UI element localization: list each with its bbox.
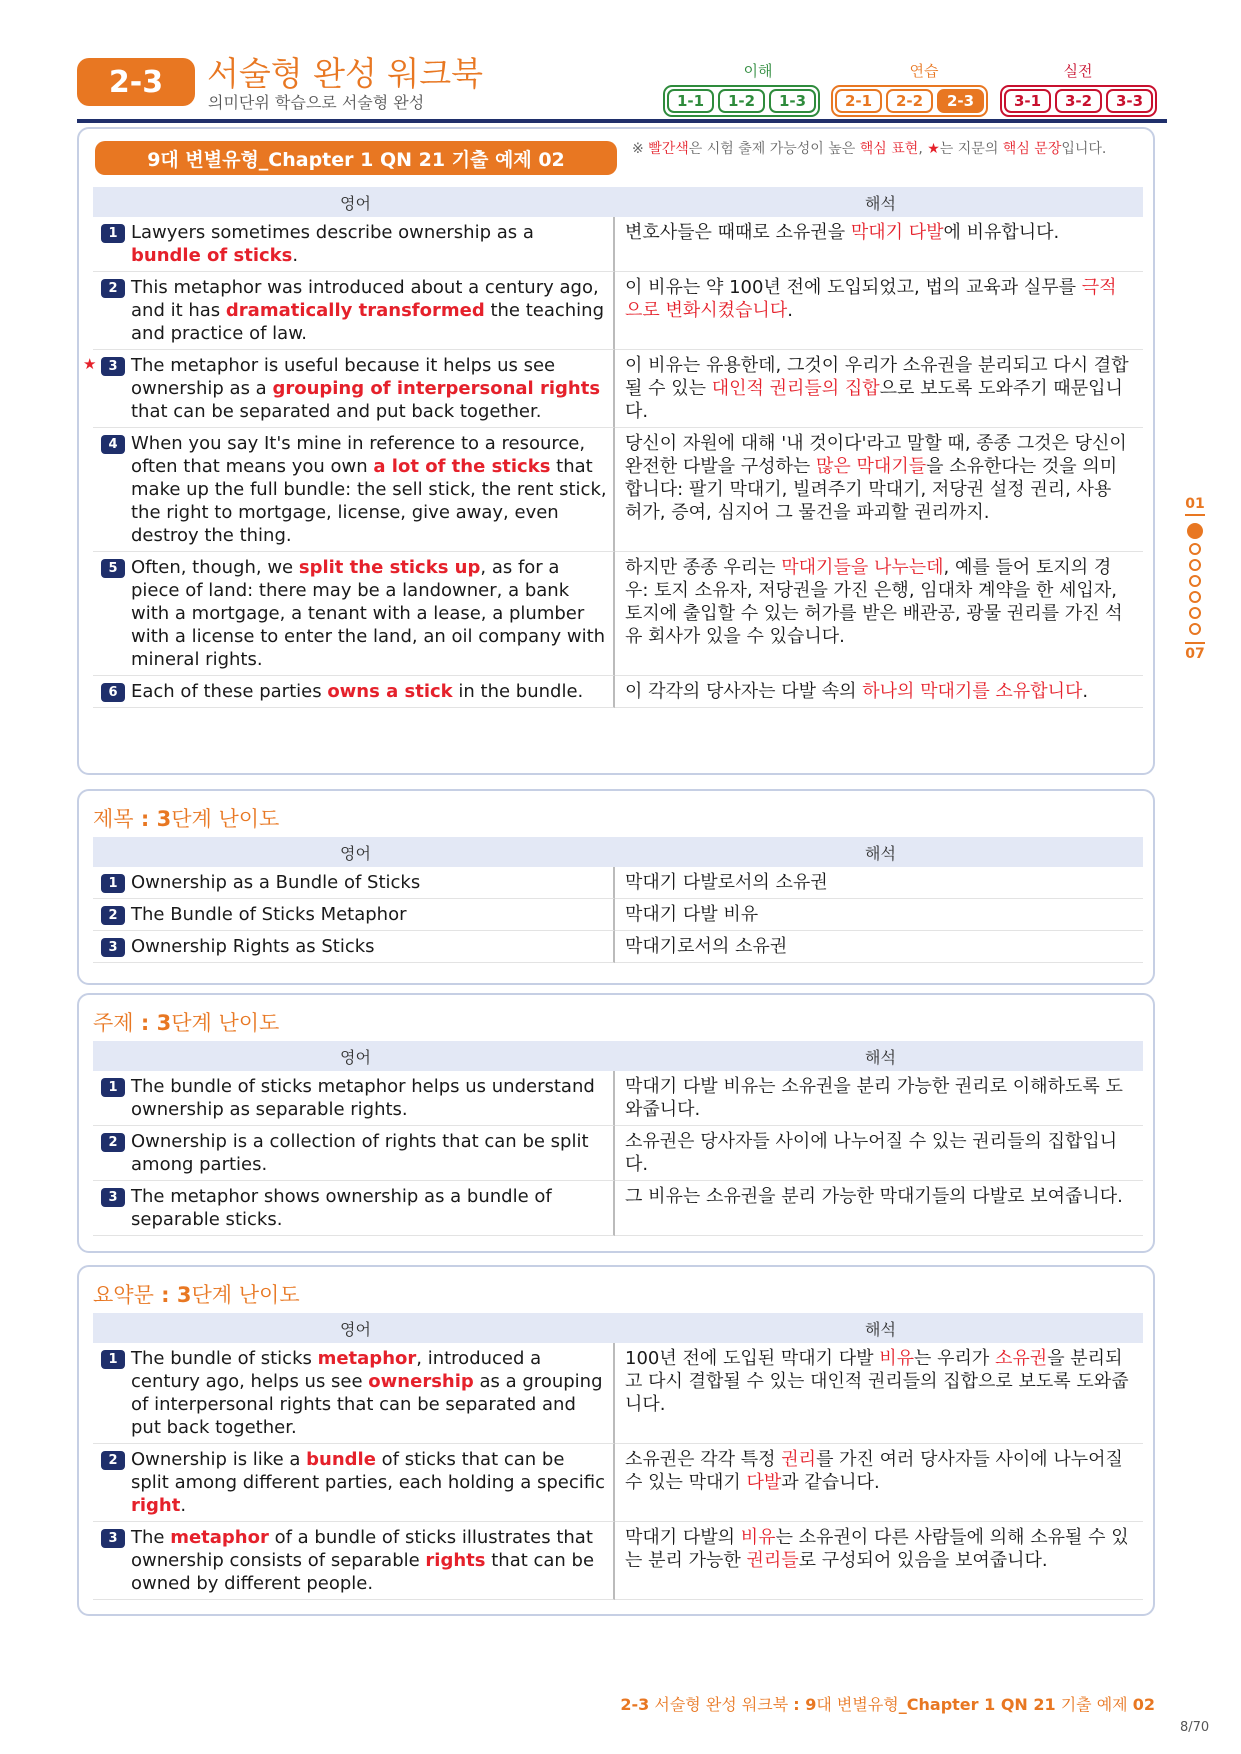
text-segment: of sticks that can be split among different parties, each holding a specific xyxy=(131,1449,605,1493)
topic-box xyxy=(77,993,1155,1253)
table-row xyxy=(93,676,1143,708)
english-text: Ownership is a collection of rights that can be split among parties. xyxy=(131,1131,589,1175)
table-row xyxy=(93,1071,1143,1126)
section-level: 3 xyxy=(156,1011,172,1035)
english-cell xyxy=(93,867,615,899)
korean-cell: 소유권은 당사자들 사이에 나누어질 수 있는 권리들의 집합입니다. xyxy=(615,1126,1143,1181)
key-sentence-star-icon: ★ xyxy=(83,355,97,373)
text-segment: 으로 보도록 도와주기 때문입니다. xyxy=(625,378,1123,422)
title-table xyxy=(93,837,1143,963)
table-header xyxy=(93,187,1143,217)
col-korean: 해석 xyxy=(865,843,896,863)
side-nav-dot[interactable] xyxy=(1189,607,1201,619)
col-english: 영어 xyxy=(340,193,371,213)
side-nav-dot[interactable] xyxy=(1189,623,1201,635)
sentence-number: 1 xyxy=(101,874,125,893)
text-segment: 당신이 자원에 대해 '내 것이다'라고 말할 때, 종종 그것은 당신이 완전한 다발을 구성하는 xyxy=(625,433,1127,477)
key-expression: ownership xyxy=(368,1371,474,1392)
topic-section-heading xyxy=(93,1007,279,1037)
sentence-number: 2 xyxy=(101,1451,125,1470)
korean-cell: 막대기로서의 소유권 xyxy=(615,931,1143,963)
sentence-number: 2 xyxy=(101,906,125,925)
text-segment: The bundle of sticks xyxy=(131,1348,318,1369)
english-cell xyxy=(93,931,615,963)
text-segment: . xyxy=(787,300,793,321)
key-expression: 막대기 다발 xyxy=(850,222,944,243)
footer-title xyxy=(0,1692,1155,1715)
section-sep: : xyxy=(153,1283,177,1307)
text-segment: 이 비유는 약 100년 전에 도입되었고, 법의 교육과 실무를 xyxy=(625,277,1082,298)
text-segment: that can be owned by different people. xyxy=(131,1550,595,1594)
key-expression: owns a stick xyxy=(327,681,453,702)
col-korean: 해석 xyxy=(865,193,896,213)
step-2-1[interactable]: 2-1 xyxy=(835,89,882,113)
key-expression: 비유 xyxy=(879,1348,915,1369)
table-row xyxy=(93,1181,1143,1236)
text-segment: 는 소유권이 다른 사람들에 의해 소유될 수 있는 분리 가능한 xyxy=(625,1527,1129,1571)
key-expression: 극적으로 변화시켰습니다 xyxy=(625,277,1117,321)
side-nav-first[interactable]: 01 xyxy=(1185,496,1205,512)
table-header xyxy=(93,1041,1143,1071)
group-label-understand: 이해 xyxy=(743,62,773,80)
key-expression: bundle of sticks xyxy=(131,245,293,266)
table-row xyxy=(93,552,1143,676)
sentence-number: 6 xyxy=(101,683,125,702)
key-expression: 권리 xyxy=(781,1449,817,1470)
title-section-heading xyxy=(93,803,279,833)
step-2-2[interactable]: 2-2 xyxy=(886,89,933,113)
key-expression: dramatically transformed xyxy=(225,300,485,321)
note-segment: 입니다. xyxy=(1061,141,1107,157)
korean-cell xyxy=(615,676,1143,708)
text-segment: . xyxy=(180,1495,187,1516)
text-segment: The xyxy=(131,1527,171,1548)
step-3-2[interactable]: 3-2 xyxy=(1055,89,1102,113)
sentence-number: 5 xyxy=(101,559,125,578)
side-nav-bar xyxy=(1185,642,1205,644)
english-cell xyxy=(93,217,615,272)
text-segment: 하지만 종종 우리는 xyxy=(625,557,782,578)
korean-cell xyxy=(615,1522,1143,1600)
english-cell xyxy=(93,1522,615,1600)
text-segment: , as for a piece of land: there may be a landowner, a bank with a mortgage, a tenant with a lease, a plumber with a license to enter the land, an oil company with mineral rights. xyxy=(131,557,606,670)
sentence-number: 3 xyxy=(101,357,125,376)
key-expression: 막대기들을 나누는데 xyxy=(781,557,944,578)
table-header xyxy=(93,1313,1143,1343)
table-row xyxy=(93,217,1143,272)
side-nav-dot[interactable] xyxy=(1189,575,1201,587)
english-text: The metaphor shows ownership as a bundle of separable sticks. xyxy=(131,1186,552,1230)
key-expression: 소유권 xyxy=(995,1348,1048,1369)
passage-box xyxy=(77,127,1155,775)
key-expression: grouping of interpersonal rights xyxy=(272,378,601,399)
english-text: The Bundle of Sticks Metaphor xyxy=(131,904,407,925)
text-segment: , 예를 들어 토지의 경우: 토지 소유자, 저당권을 가진 은행, 임대차 계약을 한 세입자, 토지에 출입할 수 있는 허가를 받은 배관공, 광물 권리를 가진 석유 회사가 있을 수 있습니다. xyxy=(625,557,1123,647)
sentence-number: 4 xyxy=(101,435,125,454)
key-expression: 하나의 막대기를 소유합니다 xyxy=(862,681,1083,702)
korean-cell: 그 비유는 소유권을 분리 가능한 막대기들의 다발로 보여줍니다. xyxy=(615,1181,1143,1236)
korean-cell xyxy=(615,350,1143,428)
key-expression: metaphor xyxy=(170,1527,269,1548)
text-segment: Each of these parties xyxy=(131,681,328,702)
side-nav-bar xyxy=(1185,514,1205,516)
summary-box xyxy=(77,1265,1155,1616)
key-expression: split the sticks up xyxy=(298,557,481,578)
note-segment: ※ xyxy=(632,141,649,157)
text-segment: 에 비유합니다. xyxy=(943,222,1060,243)
group-label-actual: 실전 xyxy=(1063,62,1093,80)
sentence-number: 2 xyxy=(101,279,125,298)
section-label: 제목 xyxy=(93,807,134,831)
text-segment: of a bundle of sticks illustrates that ownership consists of separable xyxy=(131,1527,593,1571)
table-row xyxy=(93,931,1143,963)
section-sep: : xyxy=(133,807,157,831)
title-rows xyxy=(93,867,1143,963)
section-level-suffix: 단계 난이도 xyxy=(171,1011,280,1035)
sentence-number: 1 xyxy=(101,1350,125,1369)
key-expression: a lot of the sticks xyxy=(373,456,551,477)
footer-segment: 서술형 완성 워크북 xyxy=(649,1695,794,1714)
sentence-number: 3 xyxy=(101,1188,125,1207)
table-row xyxy=(93,1444,1143,1522)
legend-note xyxy=(632,139,1142,159)
text-segment: , introduced a century ago, helps us see xyxy=(131,1348,542,1392)
col-english: 영어 xyxy=(340,843,371,863)
korean-cell xyxy=(615,1343,1143,1444)
english-cell xyxy=(93,676,615,708)
english-cell xyxy=(93,272,615,350)
english-cell xyxy=(93,1126,615,1181)
table-row xyxy=(83,350,1143,428)
passage-table xyxy=(83,187,1143,708)
text-segment: that can be separated and put back together. xyxy=(131,401,542,422)
key-expression: rights xyxy=(425,1550,486,1571)
english-text: Ownership as a Bundle of Sticks xyxy=(131,872,421,893)
text-segment: 100년 전에 도입된 막대기 다발 xyxy=(625,1348,880,1369)
key-expression: 권리들 xyxy=(746,1550,799,1571)
text-segment: 이 비유는 유용한데, 그것이 우리가 소유권을 분리되고 다시 결합될 수 있는 xyxy=(625,355,1129,399)
title-box xyxy=(77,789,1155,985)
english-cell xyxy=(93,899,615,931)
note-segment: 핵심 표현 xyxy=(859,141,919,157)
note-segment: 는 지문의 xyxy=(939,141,1003,157)
summary-rows xyxy=(93,1343,1143,1600)
footer-segment: 02 xyxy=(1132,1695,1155,1714)
key-expression: metaphor xyxy=(317,1348,417,1369)
table-row xyxy=(93,1522,1143,1600)
table-header xyxy=(93,837,1143,867)
text-segment: as a grouping of interpersonal rights that can be separated and put back together. xyxy=(131,1371,603,1438)
text-segment: Often, though, we xyxy=(131,557,299,578)
page-number: 8/70 xyxy=(1180,1720,1210,1735)
text-segment: 소유권은 각각 특정 xyxy=(625,1449,782,1470)
col-korean: 해석 xyxy=(865,1319,896,1339)
step-group-practice xyxy=(831,85,988,117)
english-text: The bundle of sticks metaphor helps us understand ownership as separable rights. xyxy=(131,1076,595,1120)
footer-segment: 대 변별유형 xyxy=(816,1695,899,1714)
step-2-3[interactable]: 2-3 xyxy=(937,89,984,113)
key-expression: 많은 막대기들 xyxy=(816,456,927,477)
footer-segment: 2-3 xyxy=(620,1695,650,1714)
sentence-number: 3 xyxy=(101,938,125,957)
topic-rows xyxy=(93,1071,1143,1236)
english-cell xyxy=(93,1181,615,1236)
english-cell xyxy=(83,350,615,428)
korean-cell xyxy=(615,217,1143,272)
section-sep: : xyxy=(133,1011,157,1035)
side-nav-dot[interactable] xyxy=(1189,559,1201,571)
section-level-suffix: 단계 난이도 xyxy=(171,807,280,831)
section-level: 3 xyxy=(176,1283,192,1307)
text-segment: that make up the full bundle: the sell stick, the rent stick, the right to mortgage, license, give away, even destroy the thing. xyxy=(131,456,607,546)
text-segment: Ownership is like a xyxy=(131,1449,307,1470)
text-segment: 변호사들은 때때로 소유권을 xyxy=(625,222,851,243)
korean-cell: 막대기 다발 비유는 소유권을 분리 가능한 권리로 이해하도록 도와줍니다. xyxy=(615,1071,1143,1126)
text-segment: 을 분리되고 다시 결합될 수 있는 대인적 권리들의 집합으로 보도록 도와줍니다. xyxy=(625,1348,1129,1415)
english-cell xyxy=(93,428,615,552)
step-group-understand xyxy=(663,85,820,117)
table-row xyxy=(93,899,1143,931)
section-level: 3 xyxy=(156,807,172,831)
text-segment: 과 같습니다. xyxy=(781,1472,880,1493)
col-english: 영어 xyxy=(340,1319,371,1339)
key-expression: 비유 xyxy=(740,1527,776,1548)
korean-cell xyxy=(615,272,1143,350)
table-row xyxy=(93,1343,1143,1444)
sentence-number: 1 xyxy=(101,1078,125,1097)
text-segment: . xyxy=(292,245,299,266)
english-cell xyxy=(93,1444,615,1522)
side-page-nav xyxy=(1183,496,1207,662)
text-segment: Lawyers sometimes describe ownership as a xyxy=(131,222,534,243)
col-korean: 해석 xyxy=(865,1047,896,1067)
note-segment: , xyxy=(918,141,928,157)
col-english: 영어 xyxy=(340,1047,371,1067)
sentence-number: 3 xyxy=(101,1529,125,1548)
step-1-2[interactable]: 1-2 xyxy=(718,89,765,113)
sentence-number: 2 xyxy=(101,1133,125,1152)
english-cell xyxy=(93,1343,615,1444)
topic-table xyxy=(93,1041,1143,1236)
sentence-number: 1 xyxy=(101,224,125,243)
step-1-3[interactable]: 1-3 xyxy=(769,89,816,113)
text-segment: 는 우리가 xyxy=(914,1348,996,1369)
text-segment: 로 구성되어 있음을 보여줍니다. xyxy=(798,1550,1048,1571)
korean-cell: 막대기 다발 비유 xyxy=(615,899,1143,931)
summary-section-heading xyxy=(93,1279,300,1309)
footer-segment: : 9 xyxy=(793,1695,817,1714)
passage-rows xyxy=(83,217,1143,708)
text-segment: the teaching and practice of law. xyxy=(131,300,605,344)
page-title: 서술형 완성 워크북 xyxy=(207,54,484,93)
header-divider xyxy=(77,119,1167,123)
step-1-1[interactable]: 1-1 xyxy=(667,89,714,113)
text-segment: The metaphor is useful because it helps us see ownership as a xyxy=(131,355,556,399)
unit-badge: 2-3 xyxy=(77,58,195,106)
note-segment: 빨간색 xyxy=(648,141,689,157)
english-text: Ownership Rights as Sticks xyxy=(131,936,375,957)
english-cell xyxy=(93,1071,615,1126)
korean-cell xyxy=(615,428,1143,552)
key-expression: 대인적 권리들의 집합 xyxy=(711,378,880,399)
text-segment: 이 각각의 당사자는 다발 속의 xyxy=(625,681,863,702)
text-segment: 막대기 다발의 xyxy=(625,1527,741,1548)
note-segment: 핵심 문장 xyxy=(1002,141,1062,157)
side-nav-last[interactable]: 07 xyxy=(1185,646,1205,662)
table-row xyxy=(93,867,1143,899)
footer-segment: _Chapter 1 QN 21 xyxy=(898,1695,1056,1714)
passage-title: 9대 변별유형_Chapter 1 QN 21 기출 예제 02 xyxy=(95,141,617,175)
key-expression: right xyxy=(131,1495,181,1516)
text-segment: This metaphor was introduced about a century ago, and it has xyxy=(131,277,599,321)
footer-segment: 기출 예제 xyxy=(1055,1695,1133,1714)
page-subtitle: 의미단위 학습으로 서술형 완성 xyxy=(208,93,425,112)
step-3-3[interactable]: 3-3 xyxy=(1106,89,1153,113)
key-expression: bundle xyxy=(306,1449,376,1470)
table-row xyxy=(93,1126,1143,1181)
text-segment: . xyxy=(1082,681,1089,702)
group-label-practice: 연습 xyxy=(909,62,939,80)
section-label: 주제 xyxy=(93,1011,134,1035)
table-row xyxy=(93,428,1143,552)
korean-cell xyxy=(615,552,1143,676)
summary-table xyxy=(93,1313,1143,1600)
note-segment: ★ xyxy=(927,141,940,157)
step-3-1[interactable]: 3-1 xyxy=(1004,89,1051,113)
section-label: 요약문 xyxy=(93,1283,154,1307)
text-segment: 를 가진 여러 당사자들 사이에 나누어질 수 있는 막대기 xyxy=(625,1449,1123,1493)
text-segment: When you say It's mine in reference to a resource, often that means you own xyxy=(131,433,586,477)
english-cell xyxy=(93,552,615,676)
side-nav-dot[interactable] xyxy=(1189,591,1201,603)
key-expression: 다발 xyxy=(746,1472,782,1493)
korean-cell xyxy=(615,1444,1143,1522)
note-segment: 은 시험 출제 가능성이 높은 xyxy=(688,141,860,157)
side-nav-dot-active[interactable] xyxy=(1187,523,1203,539)
side-nav-dot[interactable] xyxy=(1189,543,1201,555)
korean-cell: 막대기 다발로서의 소유권 xyxy=(615,867,1143,899)
table-row xyxy=(93,272,1143,350)
step-group-actual xyxy=(1000,85,1157,117)
text-segment: in the bundle. xyxy=(452,681,584,702)
text-segment: 을 소유한다는 것을 의미합니다: 팔기 막대기, 빌려주기 막대기, 저당권 설정 권리, 사용 허가, 증여, 심지어 그 물건을 파괴할 권리까지. xyxy=(625,456,1118,523)
section-level-suffix: 단계 난이도 xyxy=(191,1283,300,1307)
